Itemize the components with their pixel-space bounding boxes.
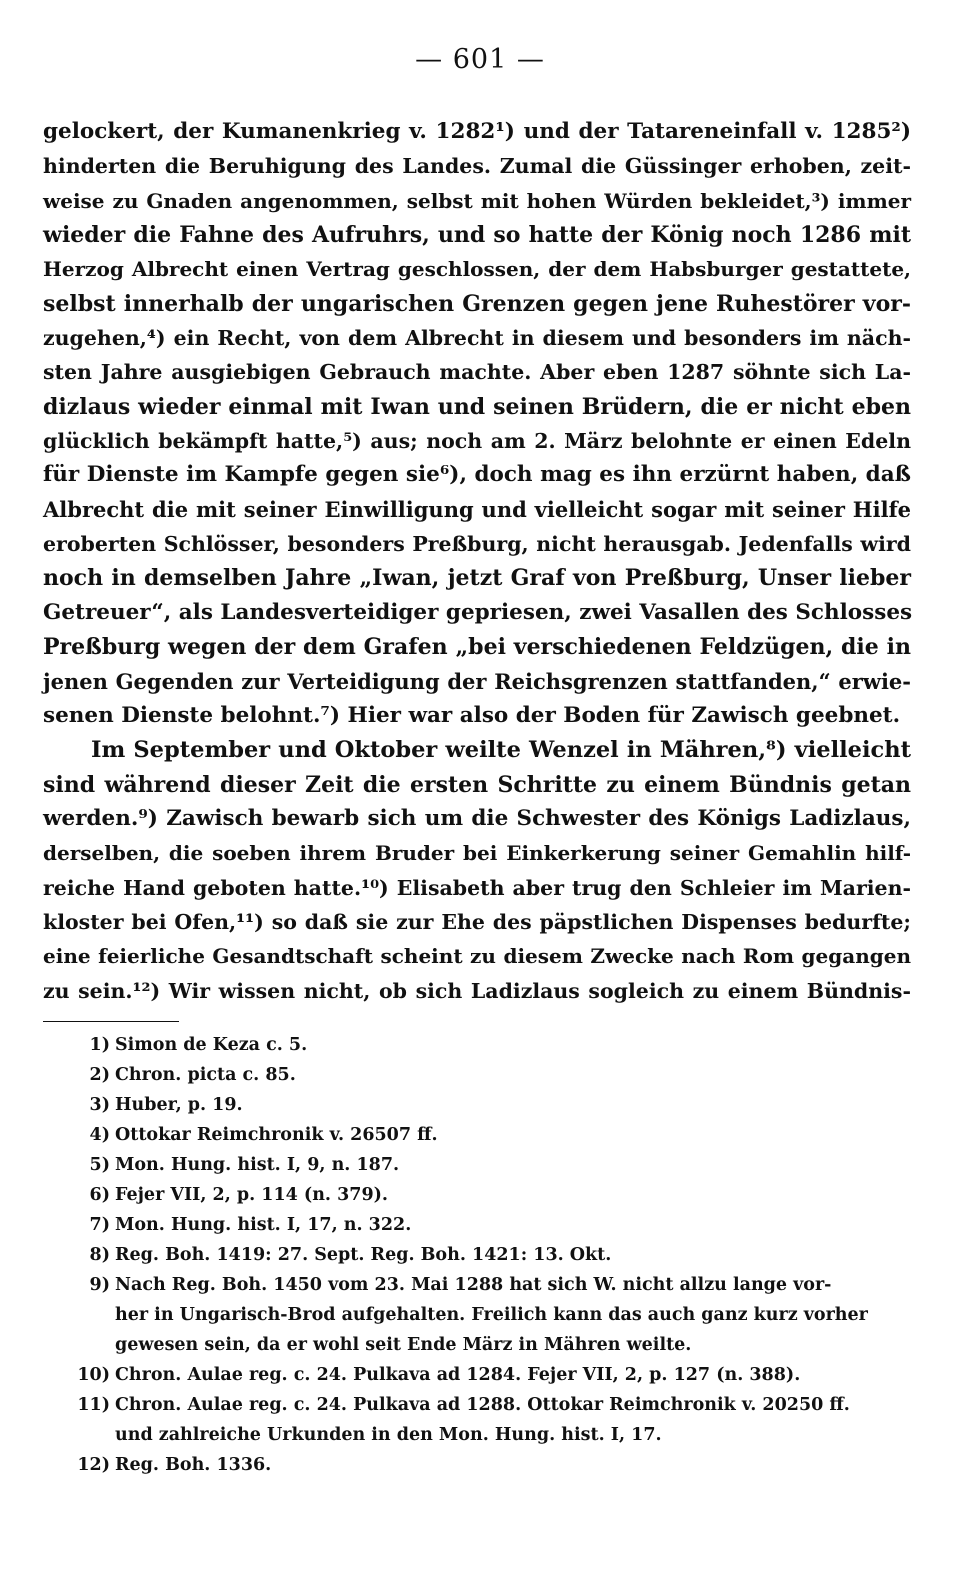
footnote <box>70 1390 910 1420</box>
footnote-text: her in Ungarisch-Brod aufgehalten. Freilich kann das auch ganz kurz vorher <box>115 1305 868 1325</box>
footnote-text: Fejer VII, 2, p. 114 (n. 379). <box>115 1185 389 1205</box>
footnote-text: Chron. Aulae reg. c. 24. Pulkava ad 1284. Fejer VII, 2, p. 127 (n. 388). <box>115 1365 801 1385</box>
footnote-text: Mon. Hung. hist. I, 17, n. 322. <box>115 1215 412 1235</box>
body-line: werden.⁹) Zawisch bewarb sich um die Schwester des Königs Ladizlaus, <box>43 805 911 831</box>
body-line: hinderten die Beruhigung des Landes. Zumal die Güssinger erhoben, zeit- <box>43 154 911 179</box>
body-line: jenen Gegenden zur Verteidigung der Reichsgrenzen stattfanden,“ erwie- <box>43 668 911 694</box>
footnote <box>70 1210 910 1240</box>
footnote-number: 12) <box>77 1455 110 1475</box>
footnote-text: Simon de Keza c. 5. <box>115 1035 308 1055</box>
page-number: — 601 — <box>415 44 545 75</box>
body-line: reiche Hand geboten hatte.¹⁰) Elisabeth aber trug den Schleier im Marien- <box>43 875 911 900</box>
body-line: Albrecht die mit seiner Einwilligung und vielleicht sogar mit seiner Hilfe <box>43 496 911 522</box>
body-line: gelockert, der Kumanenkrieg v. 1282¹) und der Tatareneinfall v. 1285²) <box>43 119 911 144</box>
body-line: zu sein.¹²) Wir wissen nicht, ob sich Ladizlaus sogleich zu einem Bündnis- <box>43 978 911 1003</box>
footnote-number: 8) <box>89 1245 110 1265</box>
footnote-text: Ottokar Reimchronik v. 26507 ff. <box>115 1125 438 1145</box>
body-line: Herzog Albrecht einen Vertrag geschlossen, der dem Habsburger gestattete, <box>43 257 911 282</box>
body-line: wieder die Fahne des Aufruhrs, und so hatte der König noch 1286 mit <box>43 222 911 249</box>
body-line: sind während dieser Zeit die ersten Schritte zu einem Bündnis getan <box>43 771 911 798</box>
footnote-number: 7) <box>89 1215 110 1235</box>
footnote-text: Mon. Hung. hist. I, 9, n. 187. <box>115 1155 400 1175</box>
body-line: Preßburg wegen der dem Grafen „bei verschiedenen Feldzügen, die in <box>43 634 911 661</box>
body-line: dizlaus wieder einmal mit Iwan und seinen Brüdern, die er nicht eben <box>43 393 911 420</box>
footnote-number: 6) <box>89 1185 110 1205</box>
footnote <box>70 1150 910 1180</box>
body-line: selbst innerhalb der ungarischen Grenzen gegen jene Ruhestörer vor- <box>43 290 911 317</box>
footnote-number: 10) <box>77 1365 110 1385</box>
footnote-number: 11) <box>77 1395 110 1415</box>
footnote-continuation <box>70 1330 910 1360</box>
footnote-text: gewesen sein, da er wohl seit Ende März in Mähren weilte. <box>115 1335 692 1355</box>
footnote <box>70 1060 910 1090</box>
body-line: glücklich bekämpft hatte,⁵) aus; noch am 2. März belohnte er einen Edeln <box>43 429 911 454</box>
body-line: Im September und Oktober weilte Wenzel in Mähren,⁸) vielleicht <box>91 737 911 764</box>
footnote-text: Reg. Boh. 1419: 27. Sept. Reg. Boh. 1421: 13. Okt. <box>115 1245 612 1265</box>
body-line: kloster bei Ofen,¹¹) so daß sie zur Ehe des päpstlichen Dispenses bedurfte; <box>43 909 911 934</box>
footnote-text: Nach Reg. Boh. 1450 vom 23. Mai 1288 hat sich W. nicht allzu lange vor- <box>115 1275 832 1295</box>
footnote-number: 9) <box>89 1275 110 1295</box>
body-line: eroberten Schlösser, besonders Preßburg, nicht herausgab. Jedenfalls wird <box>43 532 911 557</box>
footnote-number: 2) <box>89 1065 110 1085</box>
footnotes <box>70 1030 910 1480</box>
body-line: weise zu Gnaden angenommen, selbst mit hohen Würden bekleidet,³) immer <box>43 188 911 213</box>
body-text <box>43 115 911 1008</box>
footnote-number: 5) <box>89 1155 110 1175</box>
footnote <box>70 1240 910 1270</box>
footnote <box>70 1270 910 1300</box>
footnote-text: Chron. Aulae reg. c. 24. Pulkava ad 1288. Ottokar Reimchronik v. 20250 ff. <box>115 1395 850 1415</box>
body-line: derselben, die soeben ihrem Bruder bei Einkerkerung seiner Gemahlin hilf- <box>43 841 911 866</box>
footnote <box>70 1450 910 1480</box>
body-line: eine feierliche Gesandtschaft scheint zu diesem Zwecke nach Rom gegangen <box>43 944 911 969</box>
footnote-text: Huber, p. 19. <box>115 1095 243 1115</box>
footnote-divider <box>43 1021 179 1022</box>
body-line: für Dienste im Kampfe gegen sie⁶), doch mag es ihn erzürnt haben, daß <box>43 462 911 488</box>
footnote <box>70 1360 910 1390</box>
body-line: noch in demselben Jahre „Iwan, jetzt Graf von Preßburg, Unser lieber <box>43 565 911 592</box>
footnote <box>70 1180 910 1210</box>
footnote-continuation <box>70 1300 910 1330</box>
footnote-continuation <box>70 1420 910 1450</box>
footnote <box>70 1030 910 1060</box>
footnote-text: Chron. picta c. 85. <box>115 1065 296 1085</box>
footnote <box>70 1120 910 1150</box>
body-line: Getreuer“, als Landesverteidiger gepriesen, zwei Vasallen des Schlosses <box>43 599 913 625</box>
footnote <box>70 1090 910 1120</box>
body-line: sten Jahre ausgiebigen Gebrauch machte. Aber eben 1287 söhnte sich La- <box>43 360 911 385</box>
footnote-number: 1) <box>89 1035 110 1055</box>
footnote-text: Reg. Boh. 1336. <box>115 1455 272 1475</box>
footnote-number: 4) <box>89 1125 110 1145</box>
body-line: zugehen,⁴) ein Recht, von dem Albrecht in diesem und besonders im näch- <box>43 326 911 351</box>
footnote-text: und zahlreiche Urkunden in den Mon. Hung. hist. I, 17. <box>115 1425 662 1445</box>
footnote-number: 3) <box>89 1095 110 1115</box>
body-line: senen Dienste belohnt.⁷) Hier war also der Boden für Zawisch geebnet. <box>43 702 901 728</box>
